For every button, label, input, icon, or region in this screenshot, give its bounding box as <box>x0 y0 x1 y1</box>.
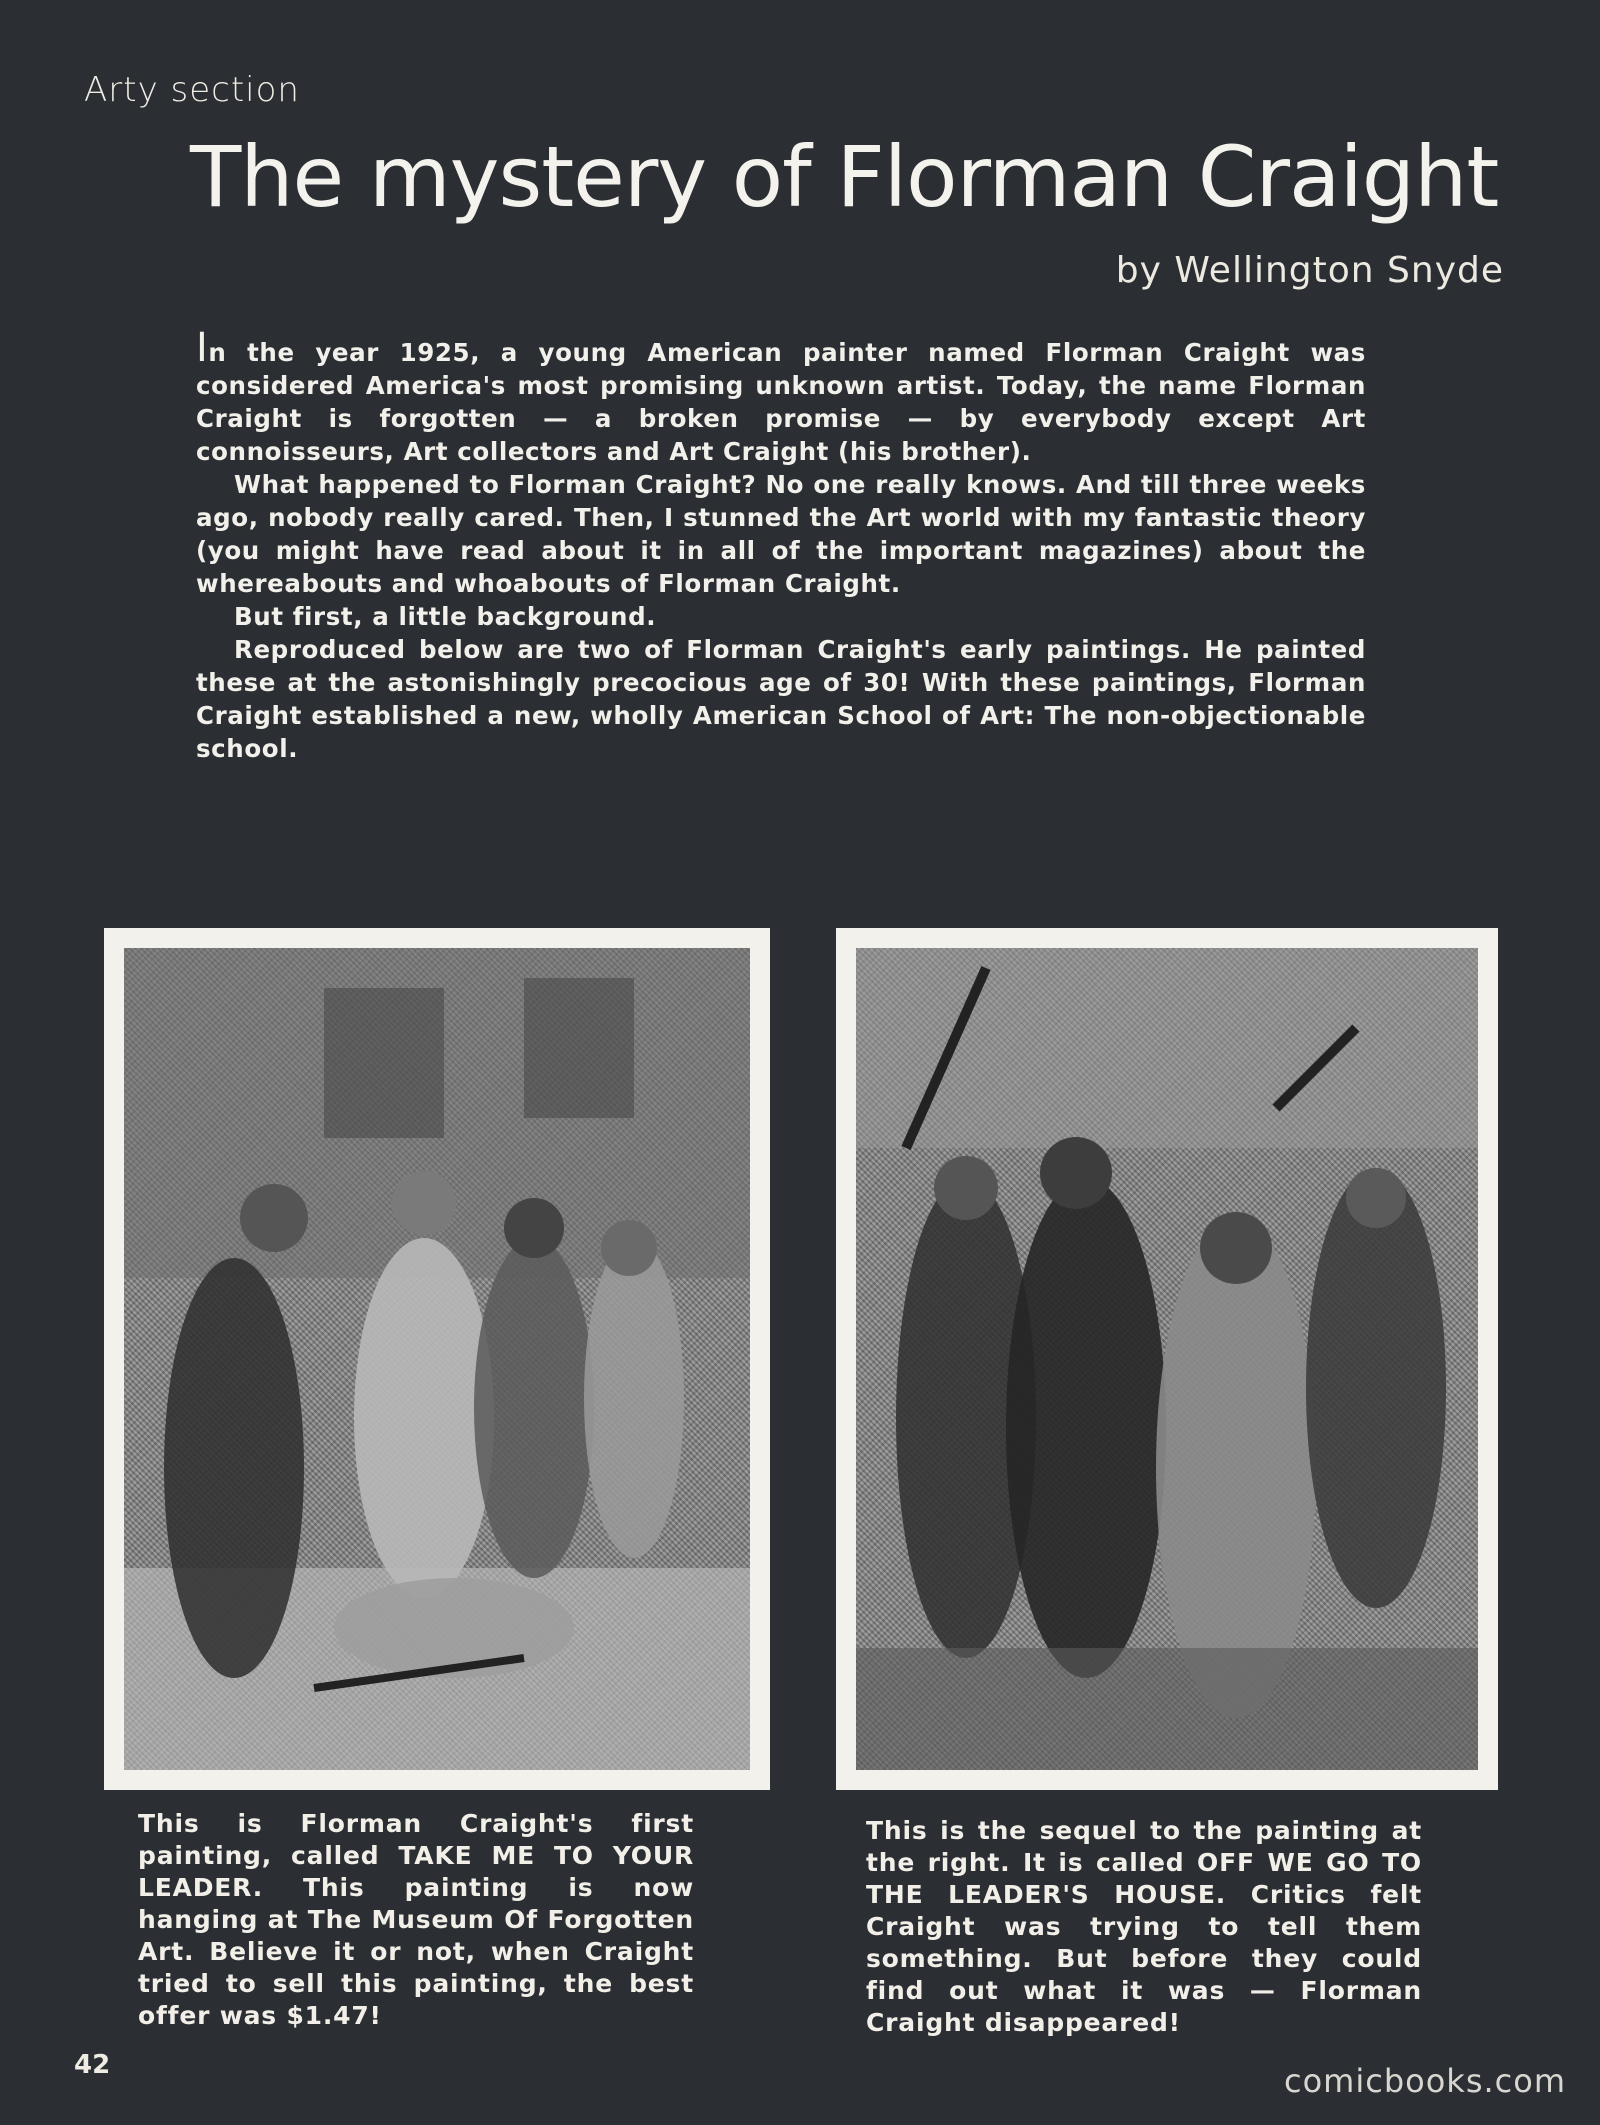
paragraph-3: But first, a little background. <box>234 602 657 631</box>
caption-left: This is Florman Craight's first painting, called TAKE ME TO YOUR LEADER. This painting is now hanging at The Museum Of Forgotten Art. Believe it or not, when Craight tried to sell this painting, the best offer was $1.47! <box>138 1809 694 2030</box>
painting-off-we-go-to-the-leaders-house <box>856 948 1478 1770</box>
page-number: 42 <box>74 2050 111 2080</box>
mob-arrest-engraving-illustration <box>856 948 1478 1770</box>
watermark: comicbooks.com <box>1283 2062 1566 2100</box>
paragraph-1 <box>196 325 1366 468</box>
caption-right: This is the sequel to the painting at the right. It is called OFF WE GO TO THE LEADER'S HOUSE. Critics felt Craight was trying to tell them something. But before they could find out what it was — Florman Craight disappeared! <box>866 1816 1422 2037</box>
painting-left-frame <box>104 928 770 1790</box>
article-body <box>196 325 1366 765</box>
drop-cap: I <box>196 325 209 371</box>
article-title: The mystery of Florman Craight <box>190 128 1499 226</box>
paragraph-2: What happened to Florman Craight? No one really knows. And till three weeks ago, nobody really cared. Then, I stunned the Art world with my fantastic theory (you might have read about it in all of the important magazines) about the whereabouts and whoabouts of Florman Craight. <box>196 470 1366 598</box>
painting-take-me-to-your-leader <box>124 948 750 1770</box>
byline: by Wellington Snyde <box>1115 250 1504 291</box>
street-fight-engraving-illustration <box>124 948 750 1770</box>
paragraph-4: Reproduced below are two of Florman Craight's early paintings. He painted these at the astonishingly precocious age of 30! With these paintings, Florman Craight established a new, wholly American School of Art: The non-objectionable school. <box>196 635 1366 763</box>
section-label: Arty section <box>84 70 300 110</box>
painting-right-frame <box>836 928 1498 1790</box>
paragraph-1-text: n the year 1925, a young American painter named Florman Craight was considered America's most promising unknown artist. Today, the name Florman Craight is forgotten — a broken promise — by everybody except Art connoisseurs, Art collectors and Art Craight (his brother). <box>196 338 1366 466</box>
